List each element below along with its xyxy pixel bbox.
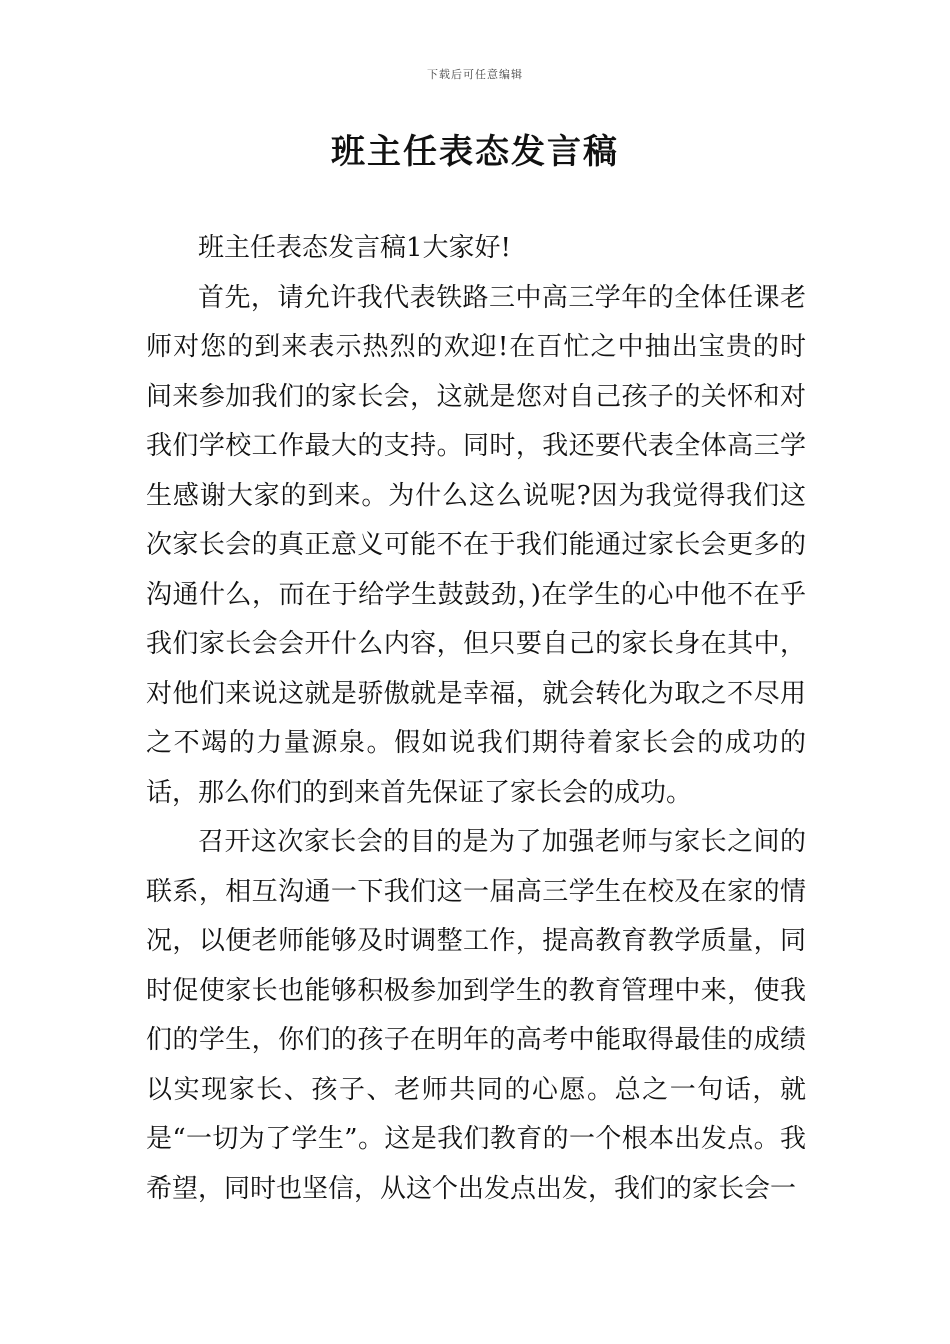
paragraph-purpose: 召开这次家长会的目的是为了加强老师与家长之间的联系，相互沟通一下我们这一届高三学生在校及在家的情况，以便老师能够及时调整工作，提高教育教学质量，同时促使家长也能够积极参加到学生的教育管理中来，使我们的学生，你们的孩子在明年的高考中能取得最佳的成绩以实现家长、孩子、老师共同的心愿。总之一句话，就是“一切为了学生”。这是我们教育的一个根本出发点。我希望，同时也坚信，从这个出发点出发，我们的家长会一 [146,827,806,1204]
header-note: 下载后可任意编辑 [427,68,523,81]
document-title: 班主任表态发言稿 [331,132,619,172]
paragraph-welcome: 首先，请允许我代表铁路三中高三学年的全体任课老师对您的到来表示热烈的欢迎!在百忙之中抽出宝贵的时间来参加我们的家长会，这就是您对自己孩子的关怀和对我们学校工作最大的支持。同时，我还要代表全体高三学生感谢大家的到来。为什么这么说呢?因为我觉得我们这次家长会的真正意义可能不在于我们能通过家长会更多的沟通什么，而在于给学生鼓鼓劲，)在学生的心中他不在乎我们家长会会开什么内容，但只要自己的家长身在其中，对他们来说这就是骄傲就是幸福，就会转化为取之不尽用之不竭的力量源泉。假如说我们期待着家长会的成功的话，那么你们的到来首先保证了家长会的成功。 [146,282,806,808]
document-body [146,224,806,1214]
paragraph-greeting: 班主任表态发言稿1大家好! [198,233,511,263]
